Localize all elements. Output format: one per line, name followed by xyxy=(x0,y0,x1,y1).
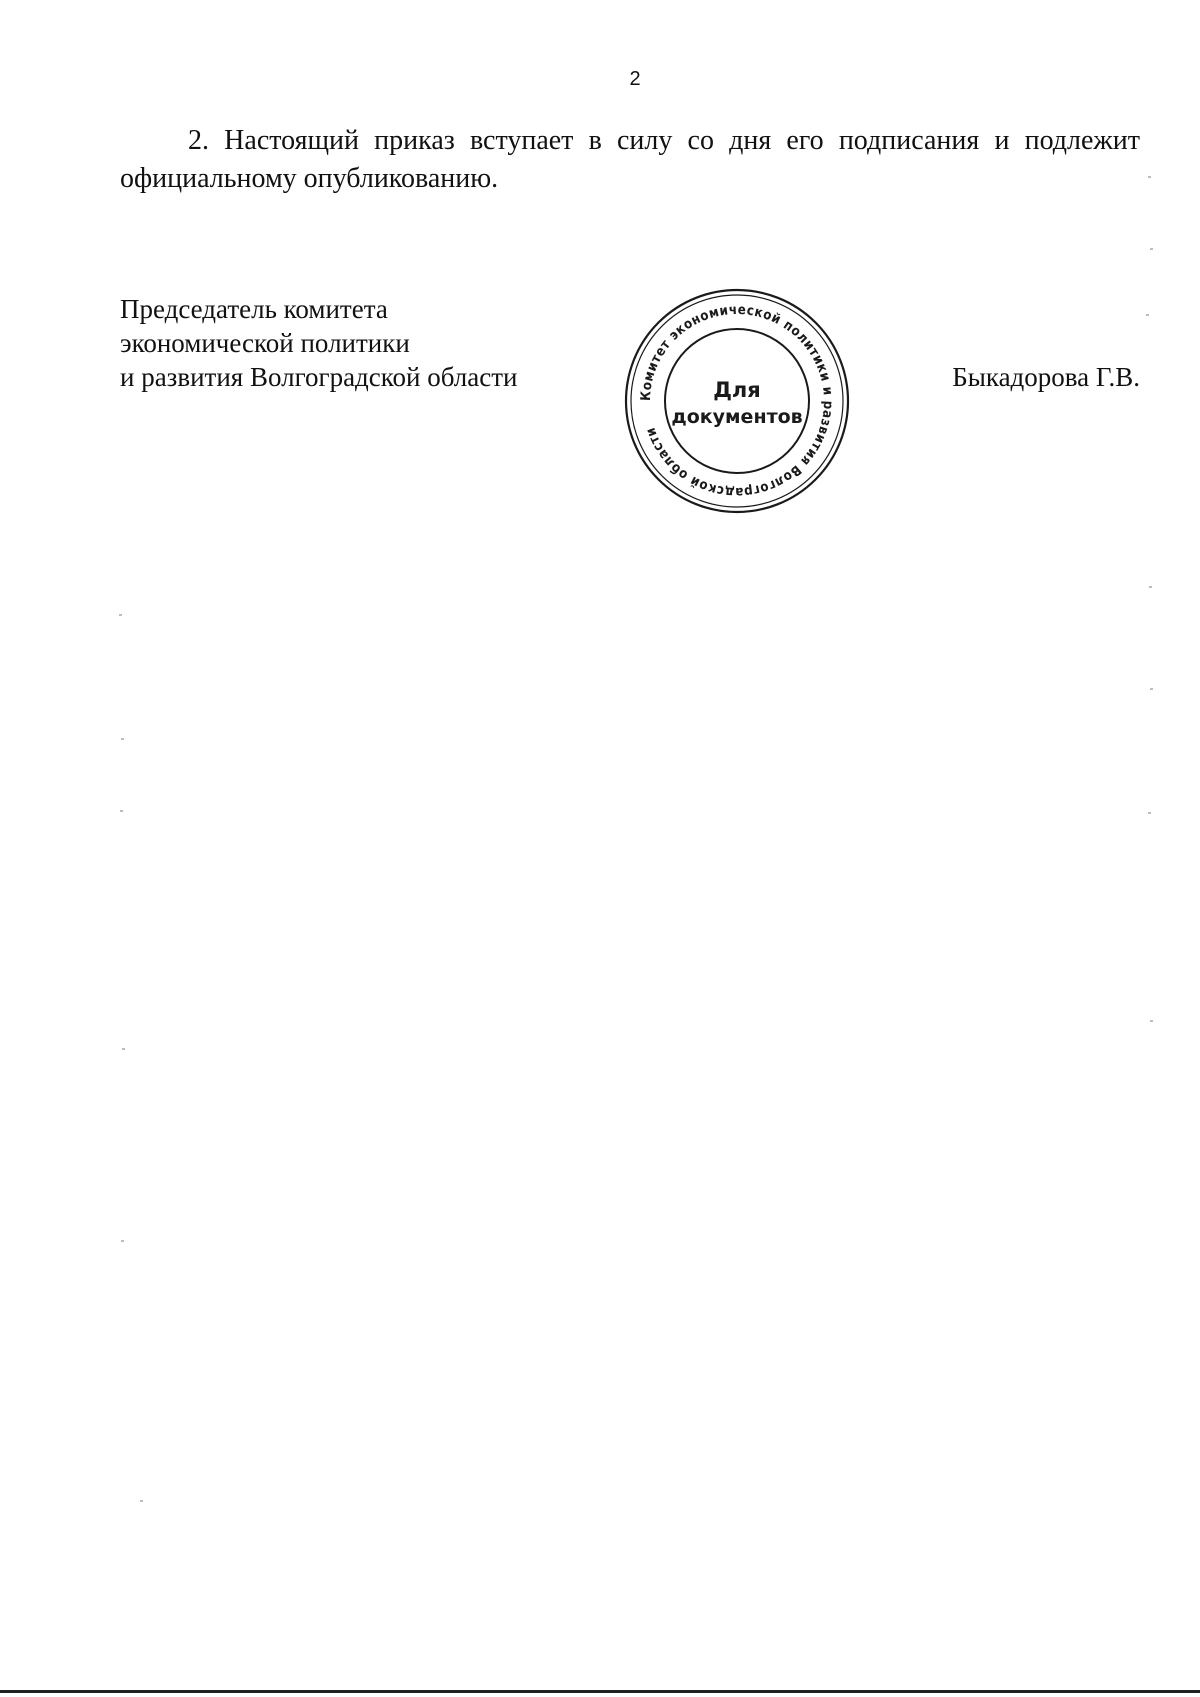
page-number: 2 xyxy=(629,68,641,90)
scan-speck xyxy=(119,614,122,616)
scan-bottom-edge xyxy=(0,1690,1200,1693)
scan-speck xyxy=(1150,1020,1153,1022)
scan-speck xyxy=(1146,314,1149,316)
scan-speck xyxy=(121,738,124,740)
scan-speck xyxy=(1150,688,1153,690)
signer-name: Быкадорова Г.В. xyxy=(952,362,1140,392)
order-paragraph: 2. Настоящий приказ вступает в силу со дня его подписания и подлежит официальному опубликованию. xyxy=(120,125,1140,194)
scan-speck xyxy=(1148,176,1151,178)
scan-speck xyxy=(122,1048,125,1050)
stamp-center-line-1: Для xyxy=(713,378,761,402)
signatory-title-line-3: и развития Волгоградской области xyxy=(120,362,518,392)
scan-speck xyxy=(120,810,123,812)
stamp-ring-text: Комитет экономической политики и развития Волгоградской области xyxy=(637,301,837,501)
scan-speck xyxy=(1149,586,1152,588)
official-stamp xyxy=(622,286,852,516)
scan-speck xyxy=(1150,248,1153,250)
scan-speck xyxy=(121,1240,124,1242)
signatory-title-line-1: Председатель комитета xyxy=(120,294,388,324)
scan-speck xyxy=(1148,812,1151,814)
stamp-center-line-2: документов xyxy=(671,406,803,428)
signatory-title xyxy=(120,292,600,394)
scan-speck xyxy=(140,1500,143,1502)
signatory-title-line-2: экономической политики xyxy=(120,328,410,358)
